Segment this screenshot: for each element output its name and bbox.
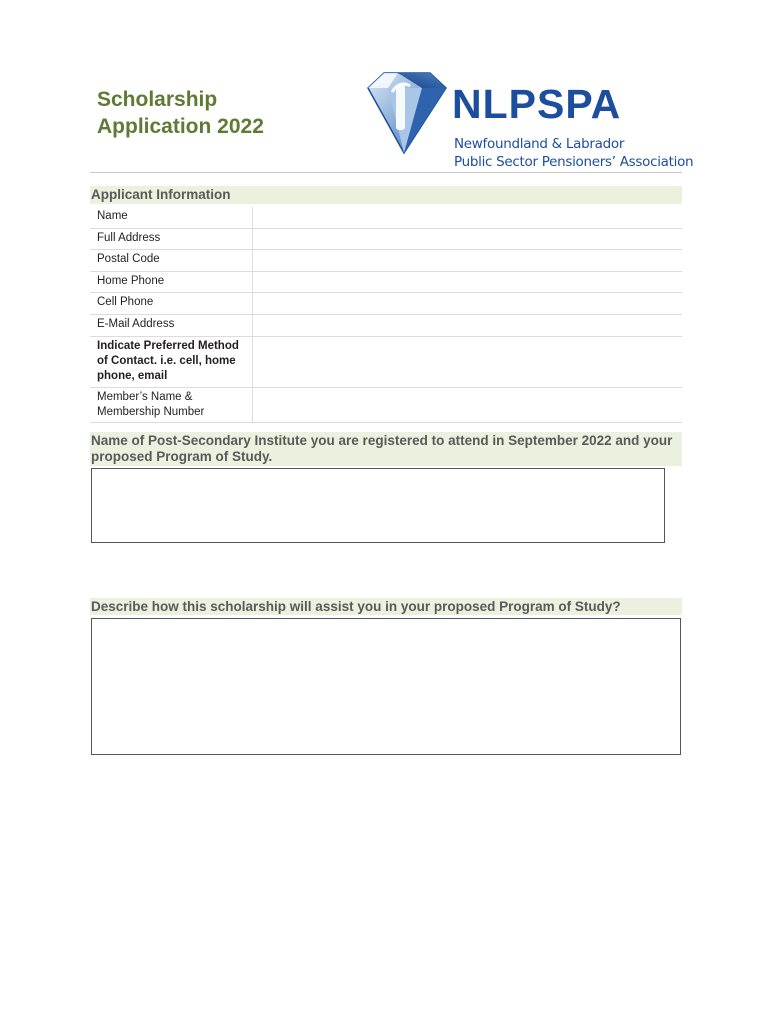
cell-phone-field[interactable] [253, 293, 682, 315]
table-row [90, 207, 682, 228]
table-row [90, 387, 682, 422]
diamond-logo-icon [366, 70, 448, 154]
table-row [90, 336, 682, 387]
field-label-contact-method: Indicate Preferred Method of Contact. i.e. cell, home phone, email [90, 336, 253, 387]
scholarship-description-field[interactable] [91, 618, 681, 755]
postal-code-field[interactable] [253, 250, 682, 272]
title-line-1: Scholarship [97, 88, 218, 111]
logo-acronym: NLPSPA [452, 81, 622, 127]
table-row [90, 314, 682, 336]
field-label-member: Member’s Name & Membership Number [90, 387, 253, 422]
field-label-postal-code: Postal Code [90, 250, 253, 272]
institute-section-heading: Name of Post-Secondary Institute you are registered to attend in September 2022 and your proposed Program of Study. [90, 432, 682, 466]
describe-section-heading: Describe how this scholarship will assist you in your proposed Program of Study? [90, 598, 682, 615]
table-row [90, 228, 682, 250]
logo-org-line-1: Newfoundland & Labrador [454, 136, 625, 152]
nlpspa-logo [366, 70, 694, 174]
field-label-cell-phone: Cell Phone [90, 293, 253, 315]
email-field[interactable] [253, 314, 682, 336]
home-phone-field[interactable] [253, 271, 682, 293]
address-field[interactable] [253, 228, 682, 250]
table-row [90, 271, 682, 293]
applicant-section-heading: Applicant Information [90, 186, 682, 204]
table-row [90, 293, 682, 315]
logo-org-line-2: Public Sector Pensioners’ Association [454, 154, 694, 170]
field-label-address: Full Address [90, 228, 253, 250]
field-label-email: E-Mail Address [90, 314, 253, 336]
applicant-info-table [90, 207, 682, 423]
page-title [97, 86, 264, 140]
header-divider [90, 172, 682, 173]
field-label-home-phone: Home Phone [90, 271, 253, 293]
institute-program-field[interactable] [91, 468, 665, 543]
contact-method-field[interactable] [253, 336, 682, 387]
member-field[interactable] [253, 387, 682, 422]
field-label-name: Name [90, 207, 253, 228]
title-line-2: Application 2022 [97, 115, 264, 138]
name-field[interactable] [253, 207, 682, 228]
table-row [90, 250, 682, 272]
